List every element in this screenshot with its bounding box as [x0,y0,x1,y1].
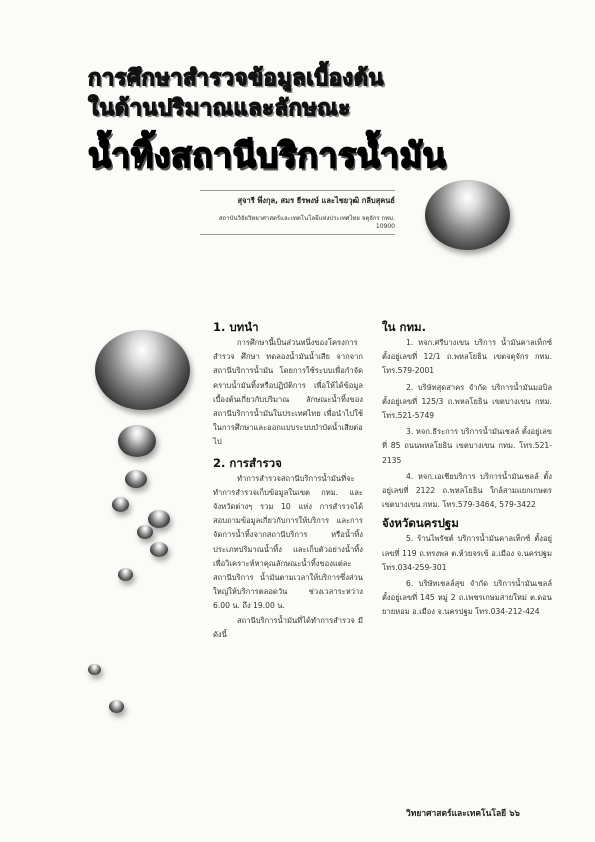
oil-drop-small-2 [112,497,129,512]
oil-drop-small-4 [137,525,153,539]
oil-drop-small-7 [88,664,101,675]
oil-drop-small-1 [125,470,147,488]
oil-drop-small-5 [150,542,168,557]
station-item-3: 3. หจก.ธีระการ บริการน้ำมันเชลล์ ตั้งอยู่เลขที่ 85 ถนนพหลโยธิน เขตบางเขน กทม. โทร.521-2135 [382,427,552,465]
region-nakhonpathom-heading: จังหวัดนครปฐม [382,516,459,531]
station-item-5: 5. ร้านไพรัชต์ บริการน้ำมันคาลเท็กซ์ ตั้งอยู่เลขที่ 119 ถ.ทรงพล ต.ห้วยจรเข้ อ.เมือง จ.นครปฐม โทร.034-259-301 [382,534,552,572]
section-2-body-2: สถานีบริการน้ำมันที่ได้ทำการสำรวจ มีดังนี้ [213,615,363,639]
section-1-heading: 1. บทนำ [213,320,259,334]
author-affiliation: สถาบันวิจัยวิทยาศาสตร์และเทคโนโลยีแห่งประเทศไทย จตุจักร กทม. 10900 [218,215,395,230]
oil-drop-large-left [95,330,190,410]
column-left [213,318,363,642]
title-line-2: ในด้านปริมาณและลักษณะ [88,96,351,121]
author-block [200,190,395,235]
station-item-1: 1. หจก.ศรีบางเขน บริการ น้ำมันคาลเท็กซ์ ตั้งอยู่เลขที่ 12/1 ถ.พหลโยธิน เขตจตุจักร กทม. โทร.579-2001 [382,338,552,376]
section-1-body: การศึกษานี้เป็นส่วนหนึ่งของโครงการสำรวจ ศึกษา ทดลองน้ำมันน้ำเสีย จากจากสถานีบริการน้ำมัน โดยการใช้ระบบเพื่อกำจัดคราบน้ำมันทิ้งหรือปฏิบัติการ เพื่อให้ได้ข้อมูลเบื้องต้นเกี่ยวกับปริมาณ ลักษณะน้ำทิ้งของสถานีบริการน้ำมันในประเทศไทย เพื่อนำไปใช้ในการศึกษาและออกแบบระบบบำบัดน้ำเสียต่อไป [213,338,363,447]
station-item-2: 2. บริษัทสุดสาคร จำกัด บริการน้ำมันมอบิล ตั้งอยู่เลขที่ 125/3 ถ.พหลโยธิน เขตบางเขน กทม. โทร.521-5749 [382,382,552,421]
region-bangkok-heading: ใน กทม. [382,320,426,334]
title-line-1: การศึกษาสำรวจข้อมูลเบื้องต้น [88,66,384,91]
station-item-6: 6. บริษัทเชลล์สุข จำกัด บริการน้ำมันเชลล์ ตั้งอยู่เลขที่ 145 หมู่ 2 ถ.เพชรเกษมสายใหม่ ต.ดอนยายหอม อ.เมือง จ.นครปฐม โทร.034-212-424 [382,579,552,617]
section-2-heading: 2. การสำรวจ [213,455,282,470]
section-2-body-1: ทำการสำรวจสถานีบริการน้ำมันที่จะทำการสำรวจเก็บข้อมูลในเขต กทม. และจังหวัดต่างๆ รวม 10 แห่ง การสำรวจได้สอบถามข้อมูลเกี่ยวกับการให้บริการ และการจัดการน้ำทิ้งจากสถานีบริการ หรือน้ำทิ้งประเภทปริมาณน้ำทิ้ง และเก็บตัวอย่างน้ำทิ้งเพื่อวิเคราะห์หาคุณลักษณะน้ำทิ้งของแต่ละสถานีบริการ น้ำมันตามเวลาให้บริการซึ่งส่วนใหญ่ให้บริการตลอดวัน ช่วงเวลาระหว่าง 6.00 น. ถึง 19.00 น. [213,473,363,611]
oil-drop-small-3 [148,510,170,528]
title-line-3: น้ำทิ้งสถานีบริการน้ำมัน [88,136,447,176]
author-names: สุจารี พึ่งกุล, สมร ธีรพงษ์ และไชยวุฒิ กลีบสุคนธ์ [237,196,395,205]
oil-drop-medium-left [118,425,156,457]
oil-drop-large-top-right [425,180,510,250]
station-item-4: 4. หจก.เอเชียบริการ บริการน้ำมันเชลล์ ตั้งอยู่เลขที่ 2122 ถ.พหลโยธิน ใกล้สามแยกเกษตร เขตบางเขน กทม. โทร.579-3464, 579-3422 [382,471,552,510]
page-footer: วิทยาศาสตร์และเทคโนโลยี ๖๖ [406,809,520,819]
oil-drop-small-6 [118,568,133,581]
oil-drop-small-8 [109,700,124,713]
column-right [382,318,552,622]
